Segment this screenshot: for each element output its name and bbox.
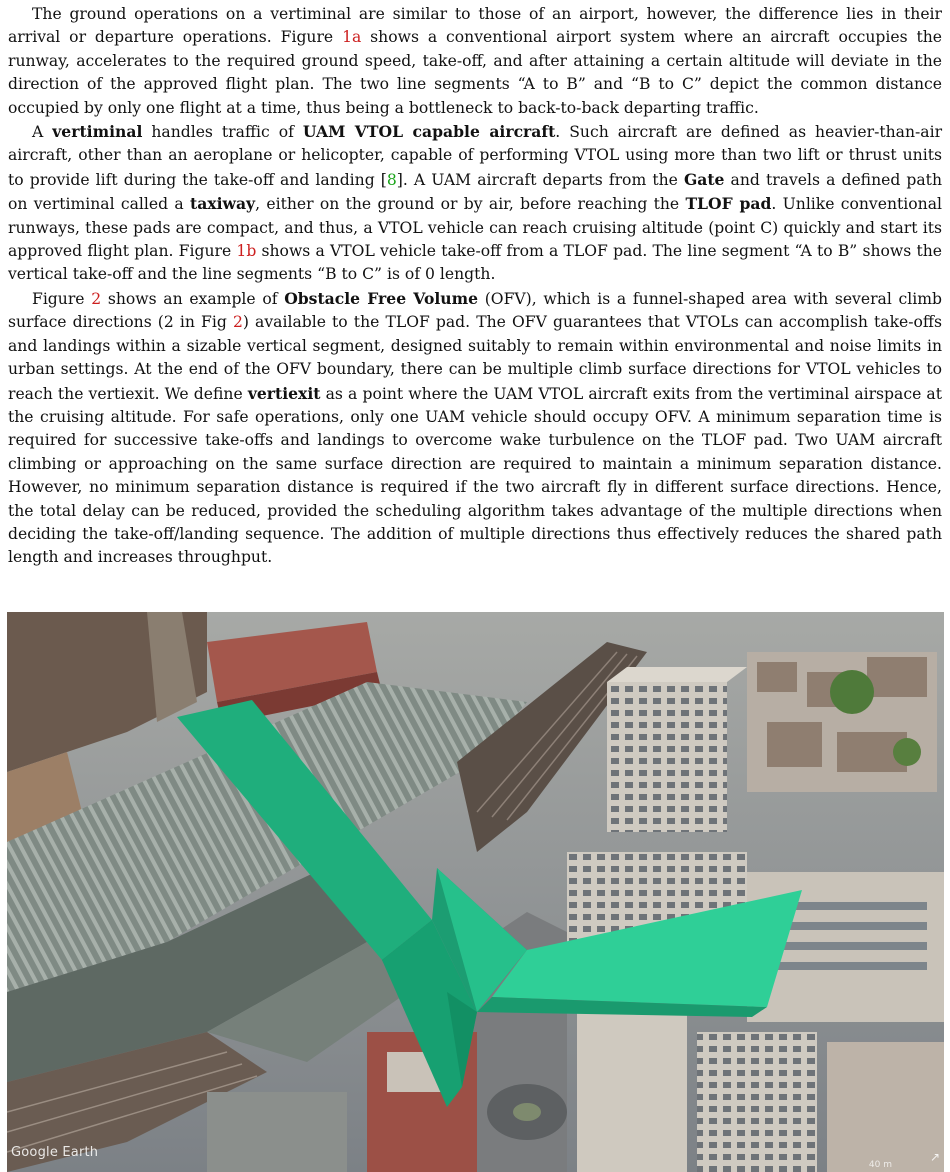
bold-term: TLOF pad [685,194,772,214]
scale-label: 40 m [868,1160,892,1170]
aerial-scene [7,612,944,1172]
office-roof-1 [607,667,747,682]
text-segment: . Such aircraft are defined as heavier-than-air aircraft, other than an aeroplane or helicopter, capable of performing VTOL using more than two lift or thrust units to provide lift during the take-off and landing [ [8,123,943,189]
bold-term: Obstacle Free Volume [284,288,479,308]
text-segment: . Unlike conventional runways, these pads are compact, and thus, a VTOL vehicle can reach cruising altitude (point C) quickly and start its approved flight plan. Figure [8,195,942,261]
text-segment: and travels a defined path on vertiminal called a [8,170,942,214]
text-segment: Figure [32,289,92,308]
text-segment: shows a VTOL vehicle take-off from a TLOF pad. The line segment “A to B” shows the vertical take-off and the line segments “B to C” is of 0 length. [8,242,942,284]
text-segment: (OFV), which is a funnel-shaped area with several climb surface directions (2 in Fig [8,289,942,332]
paragraph-3 [8,287,942,570]
compass-icon: ↗ [929,1150,940,1164]
text-segment: handles traffic of [142,123,303,142]
building-lower-3 [697,1032,817,1172]
body-text [8,3,942,570]
google-earth-watermark: Google Earth [11,1145,99,1160]
figure-reference-link[interactable]: 1b [236,242,257,261]
bold-term: Gate [683,169,725,189]
tree-1 [830,670,874,714]
building-lower-2 [577,1012,687,1172]
tree-2 [893,738,921,766]
text-segment: ]. A UAM aircraft departs from the [396,170,684,189]
bold-term: vertiexit [247,383,321,403]
bold-term: taxiway [190,194,256,214]
building-lower-4 [827,1042,944,1172]
roundabout-center [513,1103,541,1121]
paragraph-2 [8,120,942,287]
text-segment: ) available to the TLOF pad. The OFV guarantees that VTOLs can accomplish take-offs and landings within a sizable vertical segment, designed suitably to remain within environmental and noise limits in urban settings. At the end of the OFV boundary, there can be multiple climb surface directions for VTOL vehicles to reach the vertiexit. We define [8,313,942,403]
paragraph-1 [8,3,942,120]
office-building-1 [607,682,727,832]
text-segment: The ground operations on a vertiminal are similar to those of an airport, however, the difference lies in their arrival or departure operations. Figure [8,5,942,47]
text-segment: as a point where the UAM VTOL aircraft exits from the vertiminal airspace at the cruising altitude. For safe operations, only one UAM vehicle should occupy OFV. A minimum separation time is required for successive take-offs and landings to overcome wake turbulence on the TLOF pad. Two UAM aircraft climbing or approaching on the same surface direction are required to maintain a minimum separation distance. However, no minimum separation distance is required if the two aircraft fly in different surface directions. Hence, the total delay can be reduced, provided the scheduling algorithm takes advantage of the multiple directions when deciding the take-off/landing sequence. The addition of multiple directions thus effectively reduces the shared path length and increases throughput. [8,384,942,567]
text-segment: , either on the ground or by air, before reaching the [255,195,686,214]
figure-reference-link[interactable]: 1a [342,28,362,47]
bold-term: UAM VTOL capable aircraft [302,122,556,142]
text-segment: shows a conventional airport system where an aircraft occupies the runway, accelerates to the required ground speed, take-off, and after attaining a certain altitude will deviate in the direction of the approved flight plan. The two line segments “A to B” and “B to C” depict the common distance occupied by only one flight at a time, thus being a bottleneck to back-to-back departing traffic. [8,28,943,117]
citation-link[interactable]: 8 [386,170,397,189]
text-segment: A [32,123,53,142]
figure-reference-link[interactable]: 2 [91,289,102,308]
lot-lower-left [207,1092,347,1172]
figure-ofv-aerial-image [7,612,944,1172]
bold-term: vertiminal [52,122,143,142]
text-segment: shows an example of [101,289,285,308]
figure-reference-link[interactable]: 2 [232,313,243,332]
